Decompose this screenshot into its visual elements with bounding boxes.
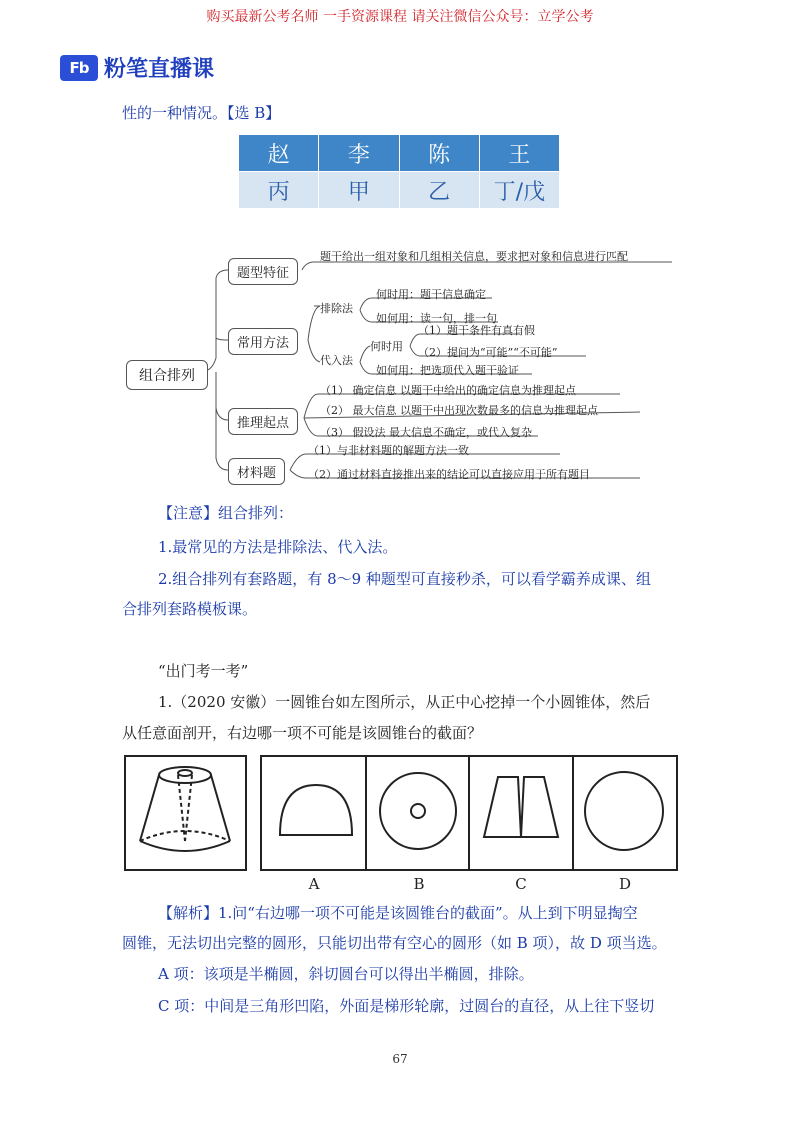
- node-substitution: 代入法: [320, 354, 353, 367]
- sp-1: （1） 确定信息 以题干中给出的确定信息为推理起点: [320, 384, 576, 397]
- analysis-line3: A 项：该项是半椭圆，斜切圆台可以得出半椭圆，排除。: [158, 965, 534, 983]
- table-header-cell: 王: [479, 135, 559, 172]
- note-item-2-line1: 2.组合排列有套路题，有 8～9 种题型可直接秒杀，可以看学霸养成课、组: [158, 570, 651, 588]
- page-number: 67: [392, 1052, 408, 1066]
- brand-logo: Fb: [60, 55, 98, 81]
- analysis-line4: C 项：中间是三角形凹陷，外面是梯形轮廓，过圆台的直径，从上往下竖切: [158, 997, 655, 1015]
- table-cell: 乙: [399, 172, 479, 209]
- node-common-methods: 常用方法: [228, 328, 298, 355]
- option-label-d: D: [618, 875, 632, 893]
- table-cell: 甲: [319, 172, 399, 209]
- table-cell: 丙: [239, 172, 319, 209]
- table-cell: 丁/戊: [479, 172, 559, 209]
- sp-2: （2） 最大信息 以题干中出现次数最多的信息为推理起点: [320, 404, 598, 417]
- elim-how: 如何用：读一句，排一句: [376, 312, 497, 325]
- option-label-a: A: [308, 875, 320, 893]
- note-title: 【注意】组合排列：: [158, 504, 294, 522]
- assignment-table: [238, 134, 560, 209]
- frustum-drawing: [126, 757, 245, 869]
- question-line1: 1.（2020 安徽）一圆锥台如左图所示，从正中心挖掉一个小圆锥体，然后: [158, 693, 651, 711]
- table-header-cell: 赵: [239, 135, 319, 172]
- node-starting-point: 推理起点: [228, 408, 298, 435]
- note-item-2-line2: 合排列套路模板课。: [122, 600, 258, 618]
- analysis-line1: 【解析】1.问“右边哪一项不可能是该圆锥台的截面”。从上到下明显掏空: [158, 904, 638, 922]
- sub-when-1: （1）题干条件有真有假: [418, 324, 535, 337]
- mindmap: [120, 248, 680, 488]
- intro-line: 性的一种情况。【选 B】: [122, 104, 281, 122]
- option-label-b: B: [413, 875, 425, 893]
- node-elimination: 排除法: [320, 302, 353, 315]
- option-label-c: C: [515, 875, 527, 893]
- mindmap-root: 组合排列: [126, 360, 208, 390]
- table-header-cell: 李: [319, 135, 399, 172]
- elim-when: 何时用：题干信息确定: [376, 288, 486, 301]
- sub-when-2: （2）提问为“可能”“不可能”: [418, 346, 558, 359]
- sub-how: 如何用：把选项代入题干验证: [376, 364, 519, 377]
- options-figure: [260, 755, 678, 871]
- sub-when: 何时用: [370, 340, 403, 353]
- sp-3: （3） 假设法 最大信息不确定，或代入复杂: [320, 426, 532, 439]
- mat-2: （2）通过材料直接推出来的结论可以直接应用于所有题目: [308, 468, 590, 481]
- question-line2: 从任意面剖开，右边哪一项不可能是该圆锥台的截面？: [122, 724, 483, 742]
- frustum-figure: [124, 755, 247, 871]
- node-material: 材料题: [228, 458, 285, 485]
- analysis-line2: 圆锥，无法切出完整的圆形，只能切出带有空心的圆形（如 B 项），故 D 项当选。: [122, 934, 667, 952]
- brand: [60, 52, 214, 83]
- type-feature-desc: 题干给出一组对象和几组相关信息，要求把对象和信息进行匹配: [320, 250, 628, 263]
- node-type-feature: 题型特征: [228, 258, 298, 285]
- brand-name: 粉笔直播课: [104, 57, 215, 82]
- options-drawing: [262, 757, 676, 869]
- mat-1: （1）与非材料题的解题方法一致: [308, 444, 469, 457]
- note-item-1: 1.最常见的方法是排除法、代入法。: [158, 538, 398, 556]
- header-note: 购买最新公考名师 一手资源课程 请关注微信公众号：立学公考: [206, 9, 594, 25]
- exam-heading: “出门考一考”: [158, 662, 249, 680]
- table-header-cell: 陈: [399, 135, 479, 172]
